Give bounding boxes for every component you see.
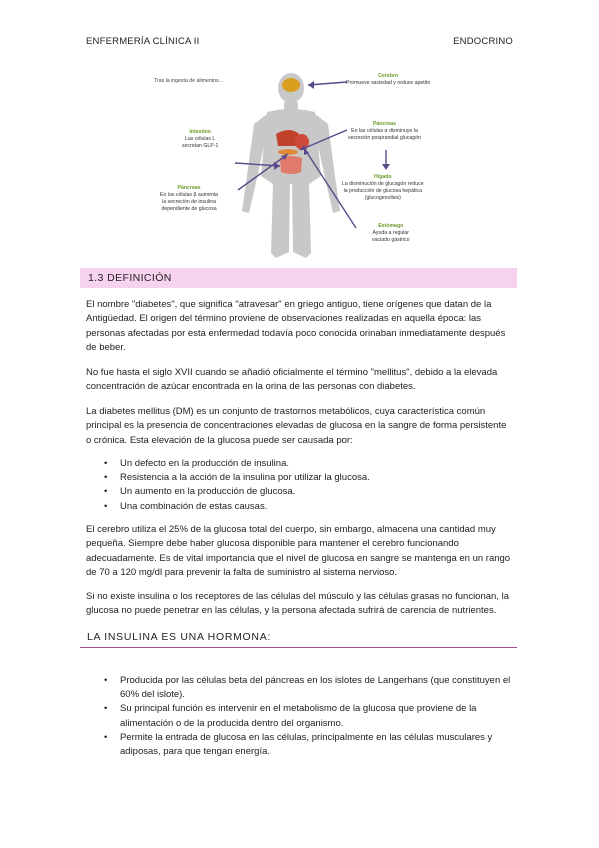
label-estomago-line1: Ayuda a regular bbox=[372, 230, 410, 236]
paragraph-brain-glucose: El cerebro utiliza el 25% de la glucosa total del cuerpo, sin embargo, almacena una cantidad muy pequeña. Siempre debe haber glucosa disponible para mantener el cerebro funcionando adecuadamente. Es de vital importancia que el nivel de glucosa en sangre se mantenga en un rango de 70 a 120 mg/dl para prevenir la falta de suministro al sistema nervioso. bbox=[86, 524, 511, 579]
label-pancreas-alfa bbox=[348, 121, 421, 142]
label-intestino-title: Intestino bbox=[189, 129, 211, 135]
label-higado bbox=[342, 174, 424, 202]
section-heading-insulina: LA INSULINA ES UNA HORMONA: bbox=[80, 631, 517, 648]
label-pancreas-beta-line1: En las células β aumenta bbox=[160, 192, 219, 198]
label-estomago bbox=[372, 223, 410, 244]
label-pancreas-alfa-line1: En las células α disminuye la bbox=[351, 128, 418, 134]
paragraph-definition: La diabetes mellitus (DM) es un conjunto de trastornos metabólicos, cuya característica común principal es la presencia de concentraciones elevadas de glucosa en la sangre de forma persistente o crónica. Esta elevación de la glucosa puede ser causada por: bbox=[86, 406, 507, 446]
left-leg-shape bbox=[271, 182, 290, 258]
label-higado-line1: La disminución de glucagón reduce bbox=[342, 181, 424, 187]
label-pancreas-beta bbox=[160, 185, 218, 213]
label-cerebro bbox=[346, 73, 430, 87]
label-cerebro-text: Promueve saciedad y reduce apetito bbox=[346, 80, 431, 86]
list-item: • Un defecto en la producción de insulina. bbox=[86, 457, 514, 471]
intestine-shape bbox=[280, 156, 302, 174]
right-leg-shape bbox=[292, 182, 311, 258]
label-higado-line2: la producción de glucosa hepática bbox=[343, 188, 423, 194]
list-item: • Permite la entrada de glucosa en las células, principalmente en las células musculares y adiposas, para que tengan energía. bbox=[86, 731, 514, 759]
label-pancreas-alfa-line2: secreción posprandial glucagón bbox=[348, 135, 421, 141]
hormone-figure bbox=[150, 66, 460, 261]
label-estomago-title: Estómago bbox=[378, 223, 404, 229]
label-pancreas-alfa-title: Páncreas bbox=[372, 121, 397, 127]
paragraph-mellitus: No fue hasta el siglo XVII cuando se añadió oficialmente el término "mellitus", debido a la elevada concentración de azúcar encontrada en la orina de las personas con diabetes. bbox=[86, 367, 498, 393]
label-intestino bbox=[182, 129, 218, 150]
label-intestino-line2: secretan GLP-1 bbox=[182, 143, 219, 149]
list-item: • Una combinación de estas causas. bbox=[86, 500, 514, 514]
body-illustration bbox=[150, 66, 460, 261]
label-pancreas-beta-title: Páncreas bbox=[177, 185, 201, 191]
label-higado-title: Hígado bbox=[374, 174, 392, 180]
paragraph-no-insulin: Si no existe insulina o los receptores de las células del músculo y las células grasas no funcionan, la glucosa no puede penetrar en las células, y la persona afectada sufrirá de carencia de nutrientes. bbox=[86, 591, 509, 617]
label-pancreas-beta-line2: la secreción de insulina bbox=[162, 199, 216, 205]
list-item: • Resistencia a la acción de la insulina por utilizar la glucosa. bbox=[86, 471, 514, 485]
header-left: ENFERMERÍA CLÍNICA II bbox=[86, 36, 200, 47]
list-item: • Un aumento en la producción de glucosa. bbox=[86, 485, 514, 499]
label-cerebro-title: Cerebro bbox=[378, 73, 399, 79]
arrowhead-higado bbox=[382, 164, 390, 170]
brain-shape bbox=[282, 78, 300, 92]
header-right: ENDOCRINO bbox=[453, 36, 513, 47]
label-higado-line3: (glucogenolisis) bbox=[364, 195, 401, 201]
figure-top-note: Tras la ingesta de alimentos... bbox=[154, 78, 224, 84]
label-intestino-line1: Las células L bbox=[185, 136, 216, 142]
list-item: • Su principal función es intervenir en el metabolismo de la glucosa que proviene de la alimentación o de la producida dentro del organismo. bbox=[86, 702, 514, 730]
paragraph-origin: El nombre "diabetes", que significa "atravesar" en griego antiguo, tiene orígenes que datan de la Antigüedad. El origen del término proviene de observaciones realizadas en aquella época: las personas afectadas por esta enfermedad todavía poco conocida orinaban inmediatamente después de beber. bbox=[86, 299, 506, 354]
list-item: • Producida por las células beta del páncreas en los islotes de Langerhans (que constituyen el 60% del islote). bbox=[86, 674, 514, 702]
label-estomago-line2: vaciado gástrico bbox=[372, 237, 410, 243]
arrowhead-cerebro bbox=[308, 81, 314, 89]
insulin-list bbox=[86, 674, 514, 759]
causes-list bbox=[86, 457, 514, 514]
label-pancreas-beta-line3: dependiente de glucosa bbox=[161, 206, 217, 212]
section-heading-definicion: 1.3 DEFINICIÓN bbox=[80, 268, 517, 288]
